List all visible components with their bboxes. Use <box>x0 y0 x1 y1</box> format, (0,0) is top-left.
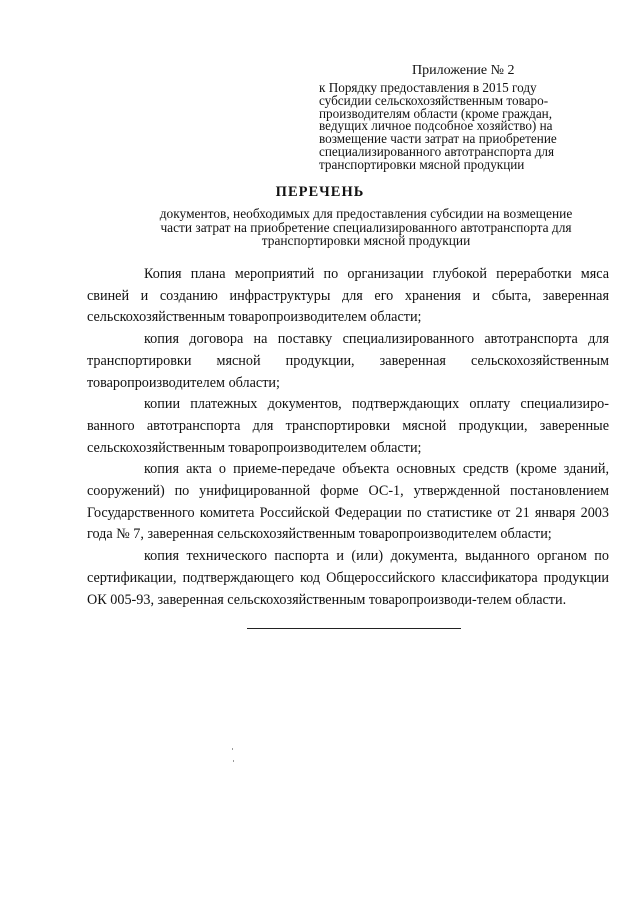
appendix-line: специализированного автотранспорта для <box>319 143 555 159</box>
appendix-number: Приложение № 2 <box>412 63 515 78</box>
list-item: Копия плана мероприятий по организации глубокой переработки мяса свиней и созданию инфраструктуры для его хранения и сбыта, заверенная сельскохозяйственным товаропроизводителем области; <box>87 266 609 326</box>
list-item: копия технического паспорта и (или) документа, выданного органом по сертификации, подтверждающего код Общероссийского классификатора продукции ОК 005-93, заверенная сельскохозяйственным товаропроизводи-телем области. <box>87 548 609 608</box>
end-divider <box>247 628 461 629</box>
scan-speck <box>232 748 233 750</box>
appendix-line: производителям области (кроме граждан, <box>319 105 553 121</box>
appendix-reference <box>319 82 609 172</box>
document-title: ПЕРЕЧЕНЬ <box>275 184 365 200</box>
document-list <box>87 264 609 611</box>
appendix-line: к Порядку предоставления в 2015 году <box>319 80 537 95</box>
appendix-line: субсидии сельскохозяйственным товаро- <box>319 92 549 108</box>
appendix-line: транспортировки мясной продукции <box>319 156 525 172</box>
appendix-line: возмещение части затрат на приобретение <box>319 131 557 147</box>
document-subtitle <box>96 207 636 248</box>
list-item: копии платежных документов, подтверждающих оплату специализиро-ванного автотранспорта для транспортировки мясной продукции, заверенные сельскохозяйственным товаропроизводителем области; <box>87 396 609 456</box>
appendix-line: ведущих личное подсобное хозяйство) на <box>319 118 553 134</box>
subtitle-line: документов, необходимых для предоставления субсидии на возмещение <box>159 206 573 221</box>
list-item: копия договора на поставку специализированного автотранспорта для транспортировки мясной продукции, заверенная сельскохозяйственным товаропроизводителем области; <box>87 331 609 391</box>
subtitle-line: части затрат на приобретение специализированного автотранспорта для <box>160 219 572 235</box>
scan-speck <box>233 760 234 762</box>
subtitle-line: транспортировки мясной продукции <box>261 233 471 248</box>
list-item: копия акта о приеме-передаче объекта основных средств (кроме зданий, сооружений) по унифицированной форме ОС-1, утвержденной постановлением Государственного комитета Российской Федерации по статистике от 21 января 2003 года № 7, заверенная сельскохозяйственным товаропроизводителем области; <box>87 461 609 543</box>
